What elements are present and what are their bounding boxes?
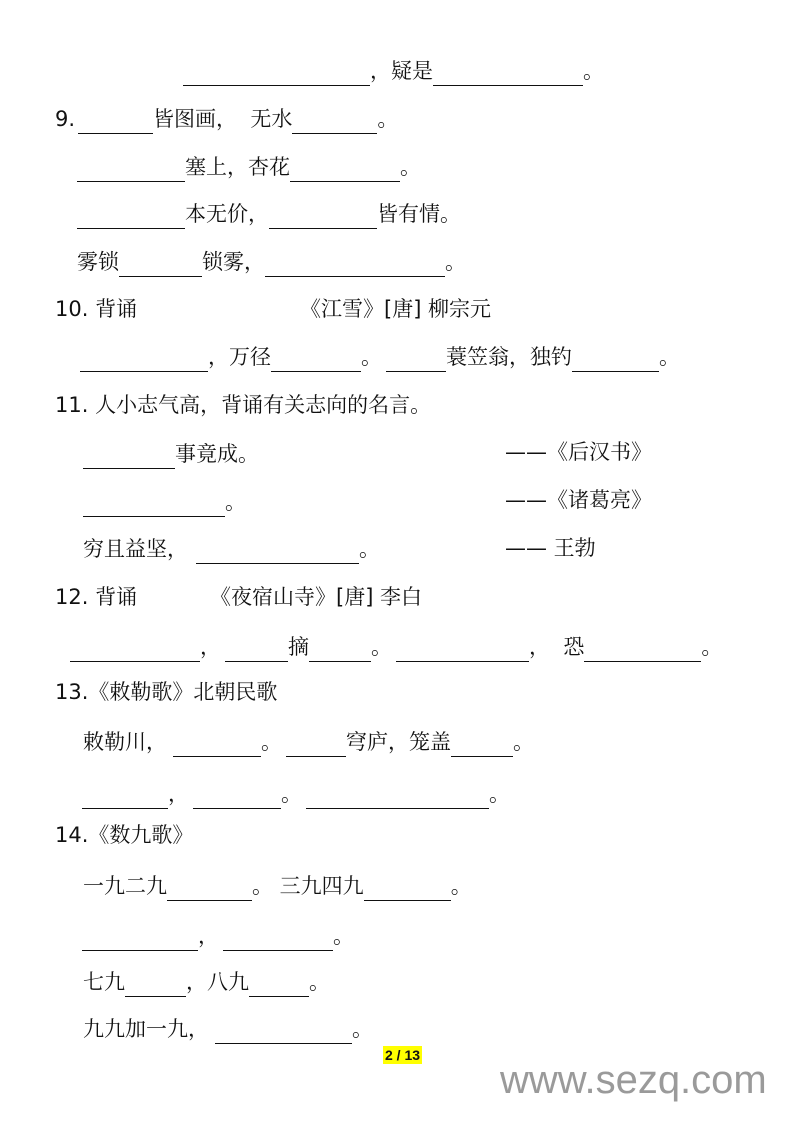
text: ，万径 [208,345,271,369]
source: ——《后汉书》 [505,440,652,464]
text: 九九加一九， [83,1017,209,1041]
blank[interactable] [119,252,202,277]
q13-heading [55,677,277,707]
text: 。 [489,782,510,806]
blank[interactable] [572,347,659,372]
blank[interactable] [183,61,370,86]
text: 敕勒川， [83,730,167,754]
text: 。 [400,155,421,179]
text: 。 [445,250,466,274]
text: 。 三九四九 [252,874,364,898]
text: 。 [261,730,282,754]
text: ，八九 [186,970,249,994]
blank[interactable] [83,492,225,517]
q13-line1 [83,727,534,757]
blank[interactable] [125,972,186,997]
text: 皆图画， 无水 [153,107,293,131]
q12-line1 [70,632,722,662]
text: 。 [371,635,392,659]
text: ， [200,635,221,659]
blank[interactable] [167,876,252,901]
text: 七九 [83,970,125,994]
text: 。 [225,490,246,514]
text: 。 [583,59,604,83]
text: 事竟成。 [175,442,259,466]
q10-poem-title [300,294,491,324]
text: 穷且益坚， [83,537,188,561]
text: 。 [377,107,399,131]
text: 蓑笠翁，独钓 [446,345,572,369]
text: 。 [513,730,534,754]
q9-line3 [77,199,461,229]
text: ， [198,924,219,948]
blank[interactable] [193,784,281,809]
text: 穹庐，笼盖 [346,730,451,754]
q14-line2 [82,921,354,951]
q9-line1 [55,104,398,134]
text: 雾锁 [77,250,119,274]
blank[interactable] [80,347,208,372]
blank[interactable] [396,637,529,662]
text: 。 [701,635,723,659]
question-number: 9. [55,107,76,131]
q11-line1 [83,439,259,469]
q12-heading [55,582,137,612]
poem-title: 《江雪》[唐] 柳宗元 [300,297,492,321]
blank[interactable] [364,876,451,901]
blank[interactable] [78,109,153,134]
question-title: 10. 背诵 [55,297,138,321]
blank[interactable] [223,926,333,951]
blank[interactable] [77,157,185,182]
text: 一九二九 [83,874,167,898]
q9-line4 [77,247,466,277]
text: 。 [359,537,380,561]
watermark: www.sezq.com [500,1058,767,1102]
blank[interactable] [286,732,346,757]
text: ， [168,782,189,806]
q11-line2 [83,487,246,517]
blank[interactable] [225,637,288,662]
text: 。 [309,970,330,994]
q8-tail-line [183,56,604,86]
blank[interactable] [265,252,445,277]
text: 。 [352,1017,373,1041]
text: 本无价， [185,202,269,226]
blank[interactable] [82,926,198,951]
text: 塞上，杏花 [185,155,290,179]
text: 摘 [288,635,309,659]
page-number: 2 / 13 [385,1047,421,1063]
text: ，疑是 [370,59,433,83]
q11-source3 [505,533,596,563]
q14-line3 [83,967,330,997]
blank[interactable] [249,972,309,997]
blank[interactable] [83,444,175,469]
question-title: 11. 人小志气高，背诵有关志向的名言。 [55,393,432,417]
question-title: 14.《数九歌》 [55,823,194,847]
blank[interactable] [70,637,200,662]
text: ， 恐 [529,635,585,659]
blank[interactable] [306,784,489,809]
blank[interactable] [82,784,168,809]
text: 。 [281,782,302,806]
q11-source2 [505,485,652,515]
blank[interactable] [386,347,446,372]
text: 。 [361,345,382,369]
q14-line1 [83,871,472,901]
blank[interactable] [215,1019,352,1044]
source: —— 王勃 [505,536,596,560]
blank[interactable] [173,732,261,757]
poem-title: 《夜宿山寺》[唐] 李白 [210,585,423,609]
source: ——《诸葛亮》 [505,488,652,512]
blank[interactable] [292,109,377,134]
blank[interactable] [269,204,377,229]
text: 锁雾， [202,250,265,274]
blank[interactable] [584,637,701,662]
q11-line3 [83,534,380,564]
blank[interactable] [196,539,359,564]
q11-heading [55,390,431,420]
text: 。 [450,874,472,898]
blank[interactable] [77,204,185,229]
blank[interactable] [451,732,513,757]
text: 皆有情。 [377,202,461,226]
q14-line4 [83,1014,373,1044]
blank[interactable] [271,347,361,372]
q14-heading [55,820,193,850]
q11-source1 [505,437,652,467]
blank[interactable] [290,157,400,182]
q9-line2 [77,152,421,182]
q10-heading [55,294,137,324]
blank[interactable] [433,61,583,86]
q13-line2 [82,779,510,809]
q12-poem-title [210,582,422,612]
blank[interactable] [309,637,371,662]
q10-line1 [80,342,680,372]
question-title: 12. 背诵 [55,585,138,609]
text: 。 [333,924,354,948]
question-title: 13.《敕勒歌》北朝民歌 [55,680,278,704]
text: 。 [659,345,680,369]
